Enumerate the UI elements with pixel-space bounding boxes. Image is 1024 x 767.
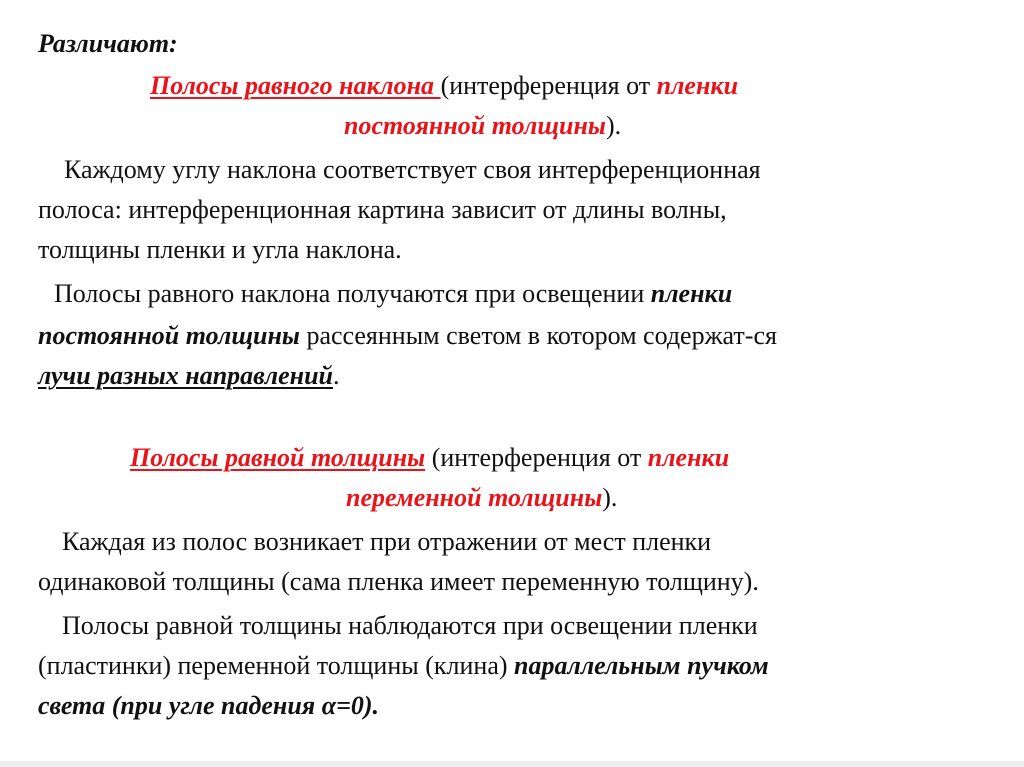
section2-p1-line1: Каждая из полос возникает при отражении от мест пленки xyxy=(62,527,712,556)
section2-film-a: пленки xyxy=(647,443,730,472)
section2-title-line xyxy=(130,438,729,478)
section2-p2-line3: света (при угле падения α=0). xyxy=(38,691,380,720)
section1-p1-line3: толщины пленки и угла наклона. xyxy=(38,235,402,264)
section2-p2-line2 xyxy=(38,646,769,686)
section1-film-b: постоянной толщины xyxy=(344,111,606,140)
section2-film-b: переменной толщины xyxy=(346,483,603,512)
section1-title: Полосы равного наклона xyxy=(150,71,441,100)
section1-p2-line2-text: рассеянным светом в котором содержат-ся xyxy=(299,321,777,350)
section1-p2-line1-text: Полосы равного наклона получаются при освещении xyxy=(54,279,651,308)
section1-p1-line1: Каждому углу наклона соответствует своя интерференционная xyxy=(64,155,761,184)
section2-p2-line1: Полосы равной толщины наблюдаются при освещении пленки xyxy=(62,611,758,640)
section1-paren-open: (интерференция от xyxy=(440,71,657,100)
section1-p2-line1 xyxy=(54,274,732,314)
section1-title-line xyxy=(150,66,738,106)
section1-p1-line2: полоса: интерференционная картина зависит от длины волны, xyxy=(38,195,727,224)
section1-p2-line3-text: . xyxy=(333,361,340,390)
section1-p2-line1-bold: пленки xyxy=(650,279,733,308)
section1-p2-line2-bold: постоянной толщины xyxy=(38,321,300,350)
section2-paren-open: (интерференция от xyxy=(425,443,648,472)
section2-paren-close: ). xyxy=(602,483,618,512)
section1-p2-line2 xyxy=(38,316,777,356)
section2-p2-line2-text: (пластинки) переменной толщины (клина) xyxy=(38,651,515,680)
section2-p1-line2: одинаковой толщины (сама пленка имеет переменную толщину). xyxy=(38,567,759,596)
section1-p2-line3-bold: лучи разных направлений xyxy=(38,361,334,390)
section2-title: Полосы равной толщины xyxy=(130,443,426,472)
section2-p2-line2-bold: параллельным пучком xyxy=(514,651,769,680)
section2-title-line2 xyxy=(346,478,617,518)
section1-title-line2 xyxy=(344,106,621,146)
section1-paren-close: ). xyxy=(605,111,622,140)
section1-p2-line3 xyxy=(38,356,340,396)
heading: Различают: xyxy=(38,29,178,58)
bottom-bar xyxy=(0,761,1024,767)
section1-film-a: пленки xyxy=(656,71,739,100)
